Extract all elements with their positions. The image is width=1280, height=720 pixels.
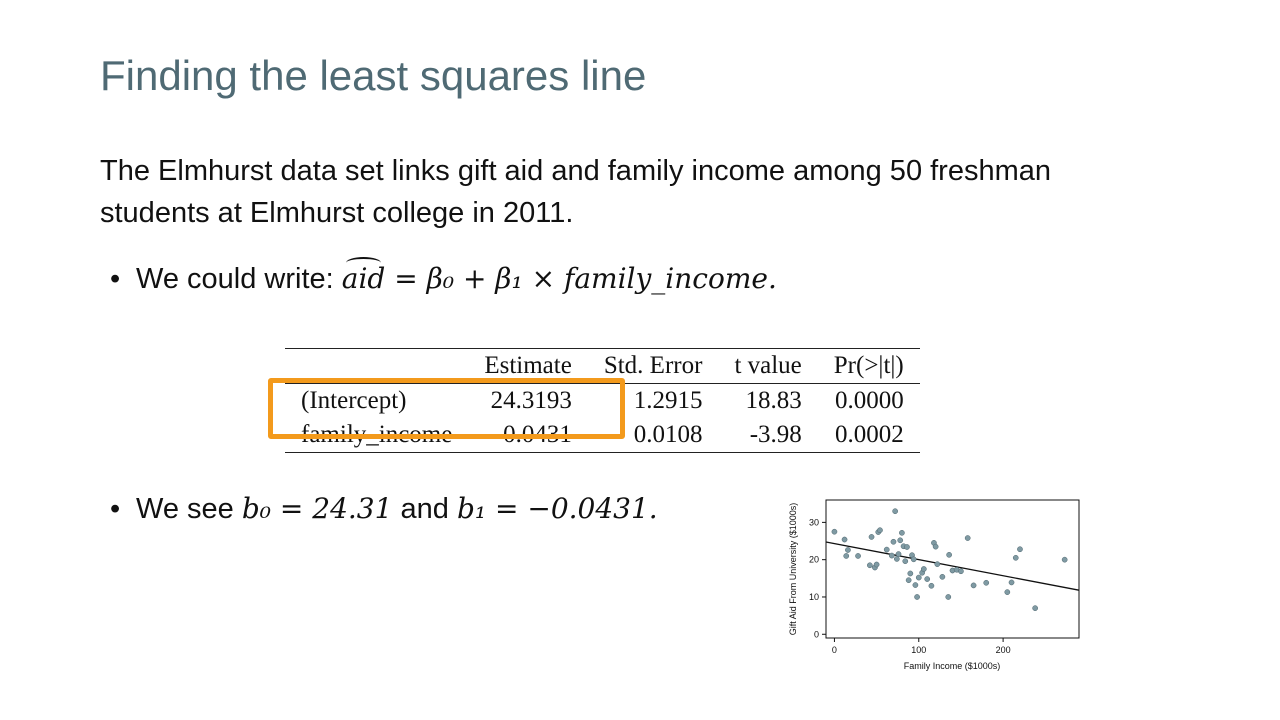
- x-tick-label: 100: [911, 645, 927, 655]
- x-tick-label: 0: [831, 645, 837, 655]
- data-point: [929, 583, 934, 588]
- intercept-highlight-box: [268, 378, 625, 439]
- data-point: [904, 544, 909, 549]
- data-point: [1013, 555, 1018, 560]
- table-cell: family_income: [301, 421, 453, 448]
- y-tick-label: 10: [808, 591, 819, 602]
- data-point: [913, 582, 918, 587]
- data-point: [832, 529, 837, 534]
- data-point: [867, 563, 872, 568]
- table-cell: 1.2915: [633, 387, 703, 414]
- y-tick-label: 30: [808, 517, 819, 528]
- data-point: [984, 580, 989, 585]
- table-cell: 24.3193: [490, 387, 572, 414]
- data-point: [946, 594, 951, 599]
- data-point: [903, 559, 908, 564]
- data-point: [893, 509, 898, 514]
- bullet-text: We see: [136, 493, 234, 525]
- data-point: [916, 575, 921, 580]
- data-point: [889, 553, 894, 558]
- scatter-plot: [780, 490, 1090, 680]
- table-header-cell: t value: [734, 352, 802, 379]
- table-cell: 0.0002: [834, 421, 904, 448]
- data-point: [844, 553, 849, 558]
- data-point: [965, 535, 970, 540]
- table-cell: -0.0431: [494, 421, 572, 448]
- data-point: [884, 547, 889, 552]
- data-point: [1062, 557, 1067, 562]
- table-header-cell: Estimate: [484, 352, 572, 379]
- data-point: [874, 562, 879, 567]
- data-point: [958, 569, 963, 574]
- y-tick-label: 0: [813, 629, 819, 640]
- table-cell: -3.98: [749, 421, 802, 448]
- table-cell: (Intercept): [301, 387, 407, 414]
- data-point: [842, 537, 847, 542]
- table-cell: 0.0108: [633, 421, 703, 448]
- data-point: [869, 534, 874, 539]
- intro-paragraph: The Elmhurst data set links gift aid and family income among 50 freshman students at Elmhurst college in 2011.: [100, 155, 1052, 229]
- bullet-dot: •: [110, 263, 121, 295]
- data-point: [971, 583, 976, 588]
- x-tick-label: 200: [995, 645, 1011, 655]
- data-point: [877, 528, 882, 533]
- bullet-estimates: [110, 492, 658, 526]
- y-tick-label: 20: [808, 554, 819, 565]
- data-point: [855, 553, 860, 558]
- model-equation: [342, 262, 777, 295]
- table-cell: 18.83: [745, 387, 802, 414]
- bullet-dot: •: [110, 493, 121, 525]
- data-point: [908, 571, 913, 576]
- equation-rhs: = β₀ + β₁ × family_income.: [394, 262, 777, 295]
- data-point: [899, 530, 904, 535]
- data-point: [891, 539, 896, 544]
- table-header-cell: Pr(>|t|): [833, 352, 904, 379]
- data-point: [925, 576, 930, 581]
- data-point: [940, 574, 945, 579]
- b1-estimate: b₁ = −0.0431.: [456, 492, 658, 525]
- x-axis-label: Family Income ($1000s): [903, 661, 1001, 671]
- data-point: [911, 557, 916, 562]
- data-point: [1017, 547, 1022, 552]
- bullet-text-and: and: [400, 493, 449, 525]
- slide-title: Finding the least squares line: [100, 52, 647, 99]
- data-point: [894, 556, 899, 561]
- data-point: [1033, 606, 1038, 611]
- data-point: [935, 562, 940, 567]
- data-point: [898, 538, 903, 543]
- table-header-cell: Std. Error: [603, 352, 703, 379]
- y-axis-label: Gift Aid From University ($1000s): [788, 502, 798, 636]
- data-point: [947, 552, 952, 557]
- data-point: [914, 594, 919, 599]
- data-point: [845, 547, 850, 552]
- data-point: [896, 551, 901, 556]
- data-point: [1009, 580, 1014, 585]
- bullet-text: We could write:: [136, 263, 334, 295]
- aid-hat: aid: [341, 262, 386, 295]
- data-point: [906, 578, 911, 583]
- table-cell: 0.0000: [834, 387, 904, 414]
- bullet-model-equation: [110, 262, 777, 296]
- data-point: [933, 544, 938, 549]
- b0-estimate: b₀ = 24.31: [241, 492, 393, 525]
- data-point: [1005, 590, 1010, 595]
- data-point: [921, 566, 926, 571]
